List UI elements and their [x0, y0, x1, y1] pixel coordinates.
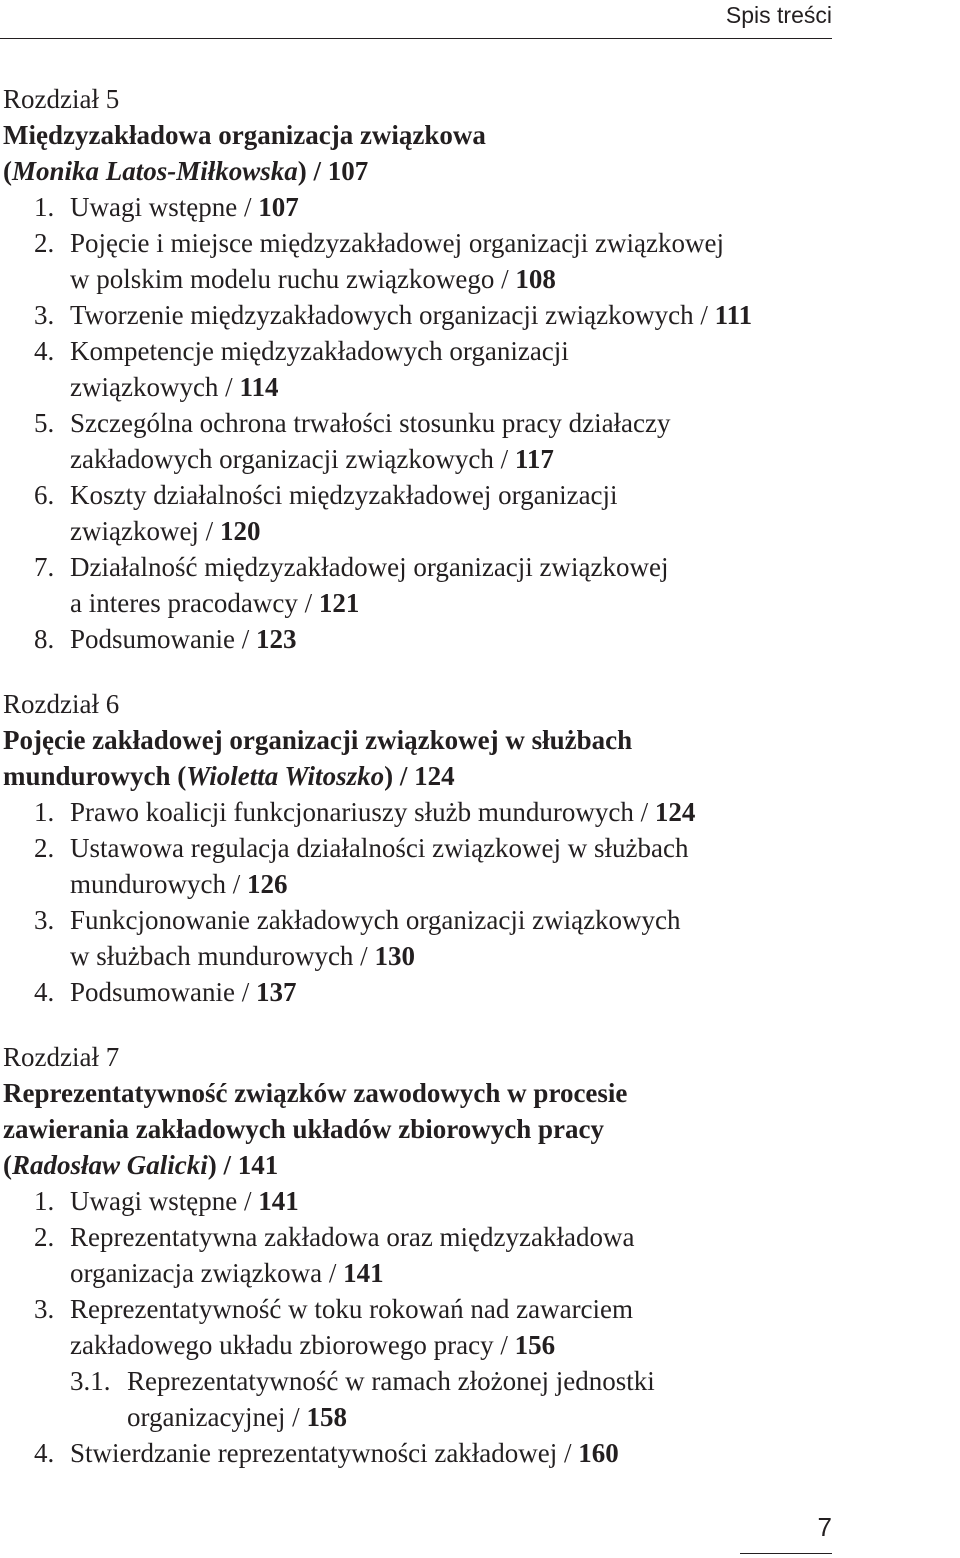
toc-item-line-text: Tworzenie międzyzakładowych organizacji związkowych /	[70, 300, 715, 330]
toc-item-line-text: Uwagi wstępne /	[70, 1186, 259, 1216]
toc-item-line-text: w służbach mundurowych /	[70, 941, 375, 971]
chapter-title-text: Międzyzakładowa organizacja związkowa	[3, 120, 486, 150]
toc-item	[3, 902, 833, 974]
toc-item-text	[70, 189, 830, 225]
toc-item-text	[70, 297, 830, 333]
chapter-title-text: zawierania zakładowych układów zbiorowych pracy	[3, 1114, 605, 1144]
toc-item-line-text: Działalność międzyzakładowej organizacji związkowej	[70, 552, 669, 582]
toc-item-number: 3.1.	[70, 1366, 111, 1396]
toc-item-line	[70, 1291, 830, 1327]
running-head	[0, 0, 832, 39]
toc-item-line-text: Kompetencje międzyzakładowych organizacji	[70, 336, 569, 366]
toc-item-page: 126	[246, 869, 288, 899]
toc-item-line-text: zakładowych organizacji związkowych /	[70, 444, 515, 474]
toc-item-line	[70, 794, 830, 830]
toc-item	[3, 549, 833, 621]
toc-item-line	[70, 297, 830, 333]
toc-item-text	[70, 333, 830, 405]
toc-item-line	[70, 333, 830, 369]
chapter-section	[3, 1039, 833, 1471]
toc-item	[3, 1183, 833, 1219]
chapter-title-prefix: (	[3, 156, 12, 186]
toc-item-line	[127, 1399, 827, 1435]
toc-item-line-text: Koszty działalności międzyzakładowej organizacji	[70, 480, 618, 510]
chapter-title-text: Reprezentatywność związków zawodowych w procesie	[3, 1078, 628, 1108]
toc-item-line-text: Prawo koalicji funkcjonariuszy służb mundurowych /	[70, 797, 655, 827]
toc-item	[3, 1219, 833, 1291]
toc-item-line-text: Szczególna ochrona trwałości stosunku pracy działaczy	[70, 408, 671, 438]
chapter-label: Rozdział 5	[3, 84, 120, 114]
chapter-label: Rozdział 6	[3, 689, 120, 719]
toc-item-text	[70, 477, 830, 549]
toc-item-number: 2.	[34, 833, 55, 863]
toc-item-text	[70, 794, 830, 830]
toc-item	[3, 621, 833, 657]
toc-item	[3, 225, 833, 297]
chapter-label: Rozdział 7	[3, 1042, 120, 1072]
chapter-title-line	[3, 722, 833, 758]
toc-item-number: 5.	[34, 408, 55, 438]
toc-item	[3, 1363, 833, 1435]
toc-item-text	[70, 549, 830, 621]
chapter-title-suffix: ) / 141	[207, 1150, 279, 1180]
toc-item-number: 4.	[34, 1438, 55, 1468]
toc-item-line	[70, 189, 830, 225]
toc-item-line-text: Reprezentatywność w ramach złożonej jednostki	[127, 1366, 655, 1396]
toc-item-page: 137	[256, 977, 297, 1007]
toc-item-line	[70, 441, 830, 477]
toc-item-line	[70, 621, 830, 657]
toc-item	[3, 477, 833, 549]
toc-item-line-text: zakładowego układu zbiorowego pracy /	[70, 1330, 515, 1360]
chapter-title-line	[3, 1111, 833, 1147]
toc-item-text	[70, 405, 830, 477]
toc-item-number: 3.	[34, 905, 55, 935]
toc-item-page: 108	[515, 264, 556, 294]
toc-item-line-text: w polskim modelu ruchu związkowego /	[70, 264, 516, 294]
chapter-title-text: Pojęcie zakładowej organizacji związkowej w służbach	[3, 725, 633, 755]
toc-item	[3, 405, 833, 477]
toc-item-page: 141	[343, 1258, 384, 1288]
toc-item-number: 3.	[34, 300, 55, 330]
toc-item-line-text: mundurowych /	[70, 869, 247, 899]
chapter-title-line	[3, 758, 833, 794]
toc-item-page: 160	[578, 1438, 619, 1468]
toc-item-text	[70, 1435, 830, 1471]
toc-item-text	[70, 621, 830, 657]
toc-item-line-text: Podsumowanie /	[70, 624, 256, 654]
toc-item-line	[70, 1327, 830, 1363]
toc-item-line-text: a interes pracodawcy /	[70, 588, 319, 618]
toc-item-page: 107	[258, 192, 299, 222]
toc-item-number: 1.	[34, 192, 55, 222]
toc-item-number: 4.	[34, 977, 55, 1007]
toc-item-text	[70, 1219, 830, 1291]
toc-item-number: 8.	[34, 624, 55, 654]
toc-item-line	[70, 261, 830, 297]
toc-item-line-text: związkowej /	[70, 516, 220, 546]
toc-item-line	[70, 938, 830, 974]
toc-item-number: 3.	[34, 1294, 55, 1324]
toc-item-number: 2.	[34, 1222, 55, 1252]
toc-item-text	[70, 1291, 830, 1363]
running-head-title: Spis treści	[725, 2, 832, 28]
toc-item-line-text: Funkcjonowanie zakładowych organizacji związkowych	[70, 905, 681, 935]
chapter-author: Wioletta Witoszko	[186, 761, 385, 791]
chapter-title-suffix: ) / 124	[384, 761, 455, 791]
toc-item-page: 156	[514, 1330, 556, 1360]
chapter-title-line	[3, 1147, 833, 1183]
chapter-title-line	[3, 117, 833, 153]
toc-item-number: 7.	[34, 552, 55, 582]
toc-item-line	[70, 830, 830, 866]
toc-item-line-text: Podsumowanie /	[70, 977, 256, 1007]
chapter-title-suffix: ) / 107	[297, 156, 369, 186]
chapter-section	[3, 81, 833, 657]
toc-item-page: 124	[654, 797, 696, 827]
chapter-title-prefix: mundurowych (	[3, 761, 187, 791]
toc-item-page: 130	[374, 941, 415, 971]
toc-item-line	[70, 369, 830, 405]
toc-item-text	[70, 225, 830, 297]
toc-item-page: 111	[714, 300, 753, 330]
toc-item-line	[70, 974, 830, 1010]
toc-item-line	[70, 513, 830, 549]
toc-item-line	[70, 225, 830, 261]
table-of-contents	[3, 81, 833, 1500]
toc-item-line	[70, 902, 830, 938]
toc-item-line	[70, 1183, 830, 1219]
toc-item-line-text: organizacyjnej /	[127, 1402, 307, 1432]
toc-item	[3, 333, 833, 405]
toc-item	[3, 1291, 833, 1363]
toc-item-line	[127, 1363, 827, 1399]
toc-item-line	[70, 405, 830, 441]
toc-item-text	[70, 830, 830, 902]
toc-item	[3, 189, 833, 225]
toc-item	[3, 830, 833, 902]
toc-item-line	[70, 1255, 830, 1291]
toc-item-line	[70, 477, 830, 513]
toc-item-line-text: Ustawowa regulacja działalności związkowej w służbach	[70, 833, 689, 863]
toc-item-page: 158	[306, 1402, 347, 1432]
toc-item-number: 2.	[34, 228, 55, 258]
toc-item-line	[70, 866, 830, 902]
toc-item-line-text: Stwierdzanie reprezentatywności zakładowej /	[70, 1438, 579, 1468]
chapter-title-line	[3, 153, 833, 189]
toc-item-line	[70, 549, 830, 585]
toc-item	[3, 974, 833, 1010]
toc-item-line-text: Uwagi wstępne /	[70, 192, 259, 222]
toc-item-line-text: Pojęcie i miejsce międzyzakładowej organizacji związkowej	[70, 228, 724, 258]
toc-item-line-text: Reprezentatywność w toku rokowań nad zawarciem	[70, 1294, 634, 1324]
toc-item-line	[70, 585, 830, 621]
toc-item-number: 1.	[34, 1186, 55, 1216]
chapter-author: Radosław Galicki	[12, 1150, 208, 1180]
toc-item-number: 6.	[34, 480, 55, 510]
chapter-title-line	[3, 1075, 833, 1111]
toc-item-page: 121	[318, 588, 360, 618]
toc-item-number: 4.	[34, 336, 55, 366]
chapter-section	[3, 686, 833, 1010]
toc-item-page: 141	[258, 1186, 299, 1216]
toc-item	[3, 297, 833, 333]
toc-item-page: 117	[514, 444, 554, 474]
toc-item-number: 1.	[34, 797, 55, 827]
chapter-title-prefix: (	[3, 1150, 12, 1180]
toc-item	[3, 1435, 833, 1471]
toc-item-page: 120	[219, 516, 261, 546]
toc-item	[3, 794, 833, 830]
toc-item-line	[70, 1435, 830, 1471]
toc-item-text	[70, 902, 830, 974]
page-number: 7	[817, 1512, 832, 1542]
footer-rule	[740, 1553, 832, 1554]
toc-item-text	[127, 1363, 827, 1435]
toc-item-line-text: związkowych /	[70, 372, 240, 402]
toc-item-text	[70, 974, 830, 1010]
toc-item-page: 114	[239, 372, 279, 402]
toc-item-line-text: organizacja związkowa /	[70, 1258, 344, 1288]
toc-item-page: 123	[256, 624, 297, 654]
toc-item-line-text: Reprezentatywna zakładowa oraz międzyzakładowa	[70, 1222, 635, 1252]
chapter-author: Monika Latos-Miłkowska	[12, 156, 298, 186]
toc-item-line	[70, 1219, 830, 1255]
toc-item-text	[70, 1183, 830, 1219]
